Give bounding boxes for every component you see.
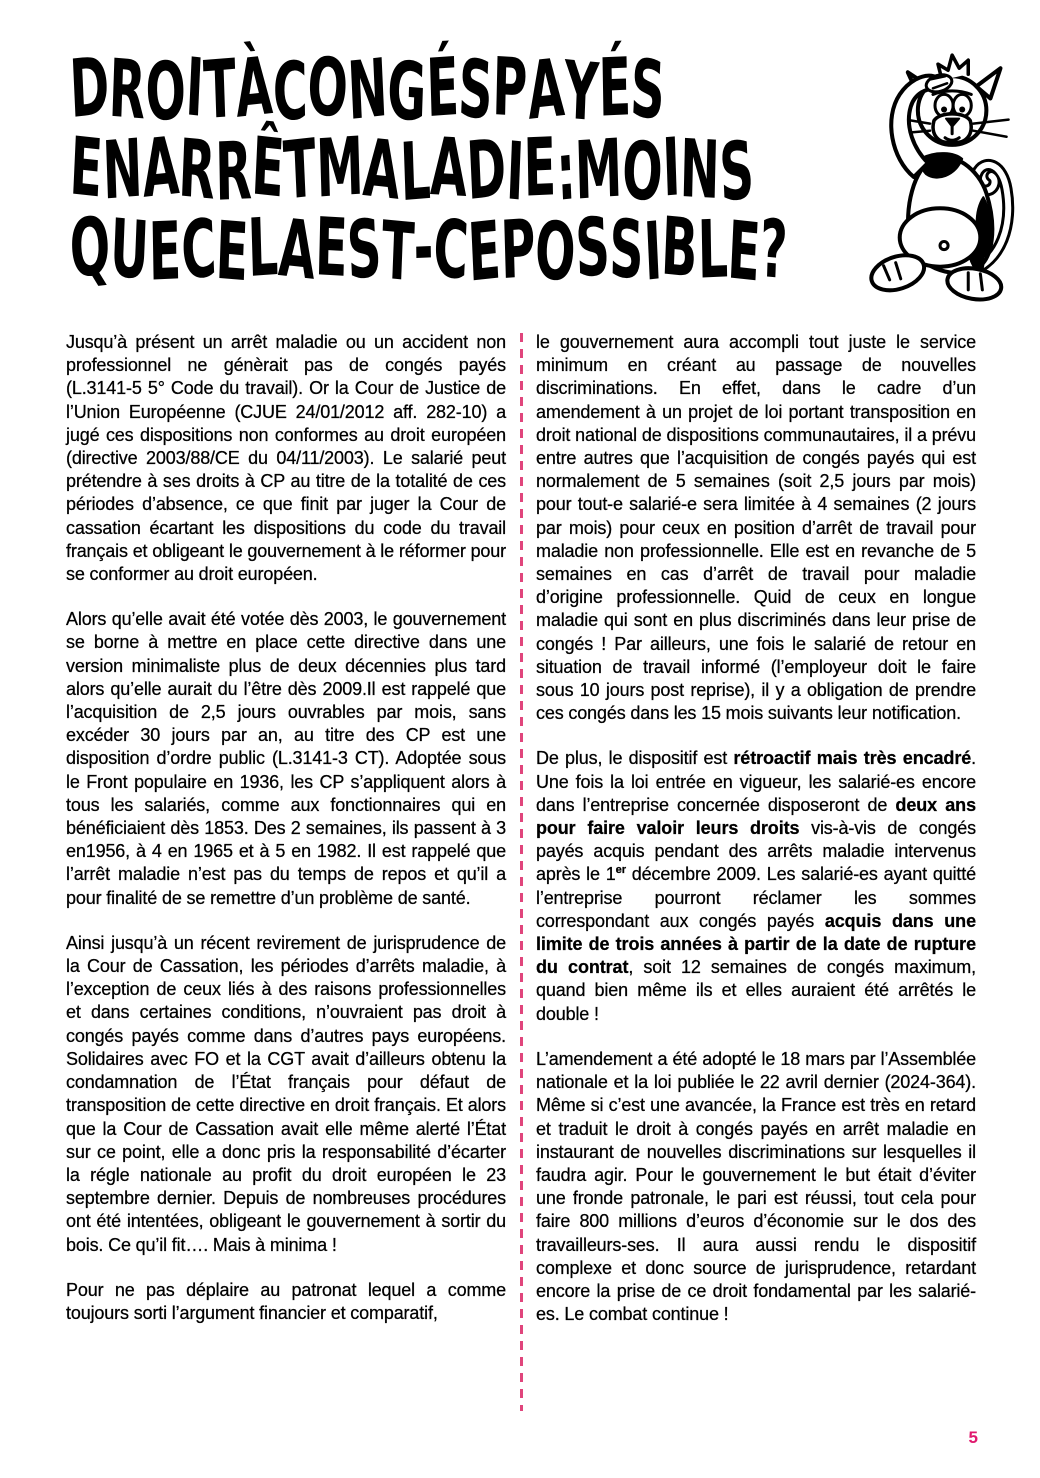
paragraph: le gouvernement aura accompli tout juste le service minimum en créant au passage de nouvelles discriminations. En effet, dans le cadre d’un amendement à un projet de loi portant transposition en droit national de dispositions communautaires, il a prévu entre autres que l’acquisition de congés payés qui est normalement de 5 semaines (soit 2,5 jours par mois) pour tout-e salarié-e sera limitée à 4 semaines (2 jours par mois) pour ceux en position d’arrêt de travail pour maladie non professionnelle. Elle est en revanche de 5 semaines en cas d’arrêt de travail pour maladie d’origine professionnelle. Quid de ceux en longue maladie qui sont en plus discriminés dans leur prise de congés ! Par ailleurs, une fois le salarié de retour en situation de travail informé (l’employeur doit le faire sous 10 jours post reprise), il y a obligation de prendre ces congés dans les 15 mois suivants leur notification. bbox=[536, 332, 976, 724]
article-body bbox=[66, 331, 976, 1411]
paragraph: L’amendement a été adopté le 18 mars par l’Assemblée nationale et la loi publiée le 22 avril dernier (2024-364). Même si c’est une avancée, la France est très en retard et traduit le droit à congés payés en arrêt maladie en instaurant de nouvelles discriminations sur lesquelles il faudra agir. Pour le gouvernement le but était d’éviter une fronde patronale, le pari est réussi, tout cela pour faire 800 millions d’euros d’économie sur le dos des travailleurs-ses. Il aura aussi rendu le dispositif complexe et donc source de jurisprudence, retardant encore la prise de ce droit fondamental par les salarié-es. Le combat continue ! bbox=[536, 1048, 976, 1325]
puzzled-cat-illustration bbox=[854, 40, 1018, 302]
title-line: QUECELAEST-CEPOSSIBLE? bbox=[67, 199, 790, 301]
page-title bbox=[67, 39, 870, 301]
article-right-column bbox=[536, 331, 976, 1348]
paragraph: Alors qu’elle avait été votée dès 2003, le gouvernement se borne à mettre en place cette directive dans une version minimaliste plus de deux décennies plus tard alors qu’elle aurait du l’être dès 2009.Il est rappelé que l’acquisition de 2,5 jours ouvrables par mois, sans excéder 30 jours par an, au titre des CP est une disposition d’ordre public (L.3141-3 CT). Adoptée sous le Front populaire en 1936, les CP s’appliquent alors à tous les salariés, comme aux fonctionnaires qui en bénéficiaient dès 1853. Des 2 semaines, ils passent à 3 en1956, à 4 en 1965 et à 5 en 1982. Il est rappelé que l’arrêt maladie n’est pas du temps de repos et qu’il a pour finalité de se remettre d’un problème de santé. bbox=[66, 609, 506, 908]
paragraph: Jusqu’à présent un arrêt maladie ou un accident non professionnel ne génèrait pas de congés payés (L.3141-5 5° Code du travail). Or la Cour de Justice de l’Union Européenne (CJUE 24/01/2012 aff. 282-10) a jugé ces dispositions non conformes au droit européen (directive 2003/88/CE du 04/11/2003). Le salarié peut prétendre à ses droits à CP au titre de la totalité de ces périodes d’absence, ce que finit par juger la Cour de cassation écartant les dispositions du code du travail français et obligeant le gouvernement à le réformer pour se conformer au droit européen. bbox=[66, 332, 506, 585]
article-left-column bbox=[66, 331, 506, 1347]
paragraph: De plus, le dispositif est rétroactif mais très encadré. Une fois la loi entrée en vigueur, les salarié-es encore dans l’entreprise concernée disposeront de deux ans pour faire valoir leurs droits vis-à-vis de congés payés acquis pendant des arrêts maladie intervenus après le 1er décembre 2009. Les salarié-es ayant quitté l’entreprise pourront réclamer les sommes correspondant aux congés payés acquis dans une limite de trois années à partir de la date de rupture du contrat, soit 12 semaines de congés maximum, quand bien même ils et elles auraient été arrêtés le double ! bbox=[536, 748, 976, 1024]
title-line: ENARRÊTMALADIE:MOINS bbox=[68, 119, 757, 221]
paragraph: Ainsi jusqu’à un récent revirement de jurisprudence de la Cour de Cassation, les périodes d’arrêts maladie, à l’exception de ceux liés à des raisons professionnelles et dans certaines conditions, n’ouvraient pas droit à congés payés comme dans d’autres pays européens. Solidaires avec FO et la CGT avait d’ailleurs obtenu la condamnation de l’État français pour défaut de transposition de cette directive en droit français. Et alors que la Cour de Cassation avait elle même alerté l’État sur ce point, elle a donc pris la responsabilité d’écarter la régle nationale au profit du droit européen le 23 septembre dernier. Depuis de nombreuses procédures ont été intentées, obligeant le gouvernement à sortir du bois. Ce qu’il fit…. Mais à minima ! bbox=[66, 932, 506, 1255]
title-line: DROITÀCONGÉSPAYÉS bbox=[67, 39, 667, 140]
column-divider bbox=[520, 333, 523, 1411]
page-number: 5 bbox=[968, 1428, 978, 1447]
paragraph: Pour ne pas déplaire au patronat lequel a comme toujours sorti l’argument financier et comparatif, bbox=[66, 1279, 506, 1323]
